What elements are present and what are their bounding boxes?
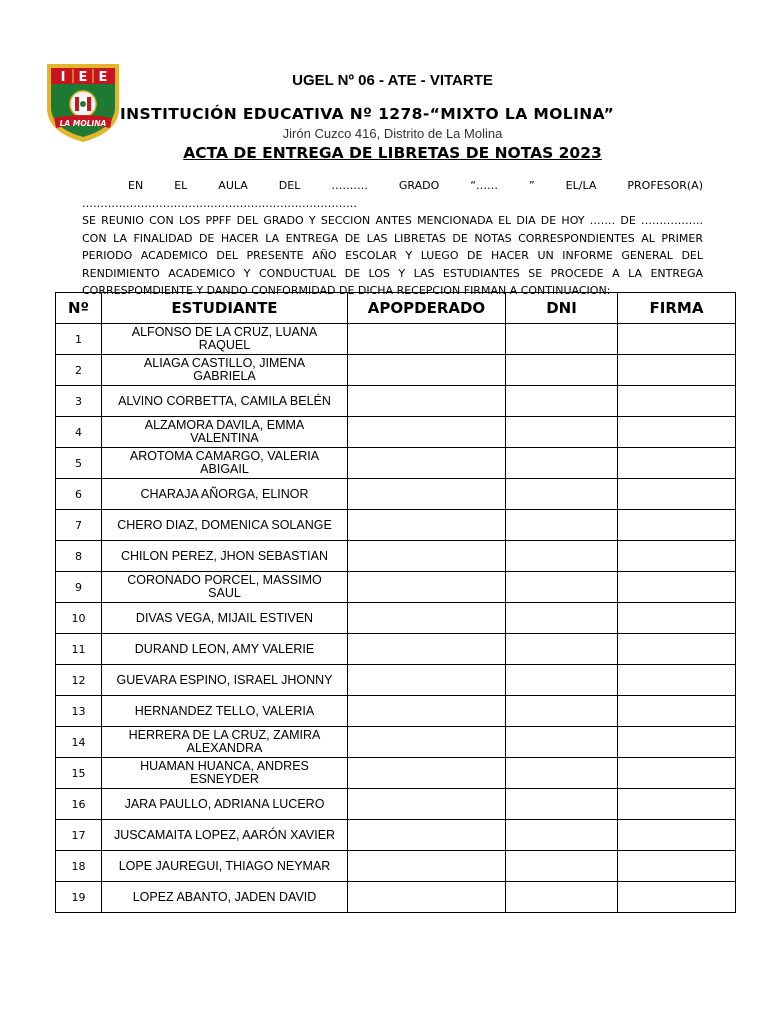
- row-number: 18: [56, 851, 102, 882]
- row-number: 8: [56, 541, 102, 572]
- row-number: 2: [56, 355, 102, 386]
- student-name: [102, 448, 348, 479]
- svg-text:E: E: [78, 70, 88, 85]
- dni-cell[interactable]: [506, 386, 618, 417]
- svg-text:LA MOLINA: LA MOLINA: [59, 119, 107, 128]
- header-student: ESTUDIANTE: [102, 293, 348, 324]
- header-guardian: APOPDERADO: [348, 293, 506, 324]
- student-name: [102, 603, 348, 634]
- student-name-line: CHILON PEREZ, JHON SEBASTIAN: [121, 548, 328, 563]
- dni-cell[interactable]: [506, 572, 618, 603]
- row-number: 7: [56, 510, 102, 541]
- student-name: [102, 727, 348, 758]
- paragraph-line: EN EL AULA DEL ………. GRADO “…… ” EL/LA PROFESOR(A) …………………………………………………………………: [82, 179, 703, 210]
- student-name: [102, 851, 348, 882]
- signature-cell[interactable]: [618, 572, 736, 603]
- row-number: 19: [56, 882, 102, 913]
- student-name-line: ALVINO CORBETTA, CAMILA BELÉN: [118, 393, 331, 408]
- dni-cell[interactable]: [506, 665, 618, 696]
- header-signature: FIRMA: [618, 293, 736, 324]
- student-name: [102, 324, 348, 355]
- student-name: [102, 634, 348, 665]
- student-name-line: LOPEZ ABANTO, JADEN DAVID: [132, 889, 317, 904]
- table-row: [56, 324, 736, 355]
- paragraph-line: SE REUNIO CON LOS PPFF DEL GRADO Y SECCION ANTES MENCIONADA EL DIA DE HOY ……. DE ……………..: [82, 214, 703, 227]
- table-row: [56, 882, 736, 913]
- dni-cell[interactable]: [506, 758, 618, 789]
- student-name-line: DIVAS VEGA, MIJAIL ESTIVEN: [135, 610, 314, 625]
- guardian-cell[interactable]: [348, 696, 506, 727]
- guardian-cell[interactable]: [348, 665, 506, 696]
- dni-cell[interactable]: [506, 696, 618, 727]
- guardian-cell[interactable]: [348, 448, 506, 479]
- row-number: 14: [56, 727, 102, 758]
- row-number: 6: [56, 479, 102, 510]
- paragraph-line: RENDIMIENTO ACADEMICO Y CONDUCTUAL DE LOS Y LAS ESTUDIANTES SE PROCEDE A LA ENTREGA: [82, 266, 703, 280]
- student-name: [102, 572, 348, 603]
- signature-cell[interactable]: [618, 882, 736, 913]
- guardian-cell[interactable]: [348, 758, 506, 789]
- student-name: [102, 820, 348, 851]
- row-number: 12: [56, 665, 102, 696]
- guardian-cell[interactable]: [348, 789, 506, 820]
- signature-cell[interactable]: [618, 758, 736, 789]
- signature-cell[interactable]: [618, 603, 736, 634]
- signature-cell[interactable]: [618, 665, 736, 696]
- signature-cell[interactable]: [618, 479, 736, 510]
- dni-cell[interactable]: [506, 851, 618, 882]
- institution-name: INSTITUCIÓN EDUCATIVA Nº 1278-“MIXTO LA MOLINA”: [120, 105, 615, 123]
- paragraph-line: CORRESPOMDIENTE Y DANDO CONFORMIDAD DE DICHA RECEPCION FIRMAN A CONTINUACION:: [82, 284, 611, 297]
- student-name-line: LOPE JAUREGUI, THIAGO NEYMAR: [118, 858, 331, 873]
- dni-cell[interactable]: [506, 789, 618, 820]
- table-row: [56, 417, 736, 448]
- guardian-cell[interactable]: [348, 541, 506, 572]
- student-name-line: ABIGAIL: [200, 462, 249, 476]
- header-dni: DNI: [506, 293, 618, 324]
- dni-cell[interactable]: [506, 727, 618, 758]
- dni-cell[interactable]: [506, 355, 618, 386]
- row-number: 4: [56, 417, 102, 448]
- document-title: ACTA DE ENTREGA DE LIBRETAS DE NOTAS 2023: [183, 144, 602, 162]
- svg-text:E: E: [98, 70, 108, 85]
- row-number: 10: [56, 603, 102, 634]
- table-row: [56, 541, 736, 572]
- student-name-line: JARA PAULLO, ADRIANA LUCERO: [124, 796, 325, 811]
- guardian-cell[interactable]: [348, 727, 506, 758]
- dni-cell[interactable]: [506, 417, 618, 448]
- student-name-line: HERNANDEZ TELLO, VALERIA: [134, 703, 315, 718]
- signature-cell[interactable]: [618, 355, 736, 386]
- intro-paragraph: [82, 177, 703, 300]
- signature-cell[interactable]: [618, 510, 736, 541]
- signature-cell[interactable]: [618, 417, 736, 448]
- row-number: 1: [56, 324, 102, 355]
- student-name-line: HERRERA DE LA CRUZ, ZAMIRA: [128, 728, 321, 742]
- student-name: [102, 758, 348, 789]
- student-name-line: ESNEYDER: [190, 772, 259, 786]
- dni-cell[interactable]: [506, 448, 618, 479]
- row-number: 13: [56, 696, 102, 727]
- signature-cell[interactable]: [618, 386, 736, 417]
- table-row: [56, 355, 736, 386]
- table-row: [56, 820, 736, 851]
- row-number: 5: [56, 448, 102, 479]
- dni-cell[interactable]: [506, 882, 618, 913]
- table-row: [56, 386, 736, 417]
- student-name-line: CHERO DIAZ, DOMENICA SOLANGE: [117, 517, 332, 532]
- student-name-line: HUAMAN HUANCA, ANDRES: [140, 759, 309, 773]
- header-number: Nº: [56, 293, 102, 324]
- table-row: [56, 789, 736, 820]
- student-name-line: CORONADO PORCEL, MASSIMO: [127, 573, 322, 587]
- signature-cell[interactable]: [618, 448, 736, 479]
- guardian-cell[interactable]: [348, 603, 506, 634]
- student-name-line: VALENTINA: [190, 431, 259, 445]
- table-row: [56, 603, 736, 634]
- table-row: [56, 572, 736, 603]
- row-number: 15: [56, 758, 102, 789]
- dni-cell[interactable]: [506, 479, 618, 510]
- row-number: 17: [56, 820, 102, 851]
- signature-cell[interactable]: [618, 789, 736, 820]
- student-name: [102, 882, 348, 913]
- signature-cell[interactable]: [618, 634, 736, 665]
- dni-cell[interactable]: [506, 603, 618, 634]
- signature-cell[interactable]: [618, 727, 736, 758]
- table-row: [56, 448, 736, 479]
- guardian-cell[interactable]: [348, 634, 506, 665]
- ugel-heading: UGEL Nº 06 - ATE - VITARTE: [292, 72, 493, 89]
- student-name: [102, 417, 348, 448]
- row-number: 9: [56, 572, 102, 603]
- school-address: Jirón Cuzco 416, Distrito de La Molina: [282, 126, 503, 141]
- student-name-line: RAQUEL: [198, 338, 251, 352]
- guardian-cell[interactable]: [348, 851, 506, 882]
- table-row: [56, 758, 736, 789]
- table-row: [56, 634, 736, 665]
- delivery-table: [55, 292, 736, 913]
- student-name: [102, 696, 348, 727]
- student-name-line: DURAND LEON, AMY VALERIE: [134, 641, 315, 656]
- student-name-line: ALZAMORA DAVILA, EMMA: [144, 418, 305, 432]
- table-row: [56, 665, 736, 696]
- row-number: 3: [56, 386, 102, 417]
- student-name-line: ALIAGA CASTILLO, JIMENA: [143, 356, 306, 370]
- student-name: [102, 541, 348, 572]
- table-body: [56, 324, 736, 913]
- guardian-cell[interactable]: [348, 510, 506, 541]
- student-name: [102, 665, 348, 696]
- dni-cell[interactable]: [506, 510, 618, 541]
- student-name: [102, 479, 348, 510]
- student-name-line: ALFONSO DE LA CRUZ, LUANA: [131, 325, 318, 339]
- table-row: [56, 696, 736, 727]
- guardian-cell[interactable]: [348, 324, 506, 355]
- guardian-cell[interactable]: [348, 479, 506, 510]
- signature-cell[interactable]: [618, 696, 736, 727]
- student-name-line: SAUL: [208, 586, 241, 600]
- guardian-cell[interactable]: [348, 882, 506, 913]
- student-name-line: GABRIELA: [193, 369, 256, 383]
- table-row: [56, 851, 736, 882]
- signature-cell[interactable]: [618, 851, 736, 882]
- student-name-line: AROTOMA CAMARGO, VALERIA: [129, 449, 320, 463]
- signature-cell[interactable]: [618, 541, 736, 572]
- guardian-cell[interactable]: [348, 417, 506, 448]
- student-name: [102, 789, 348, 820]
- row-number: 16: [56, 789, 102, 820]
- student-name: [102, 510, 348, 541]
- table-header-row: [56, 293, 736, 324]
- signature-cell[interactable]: [618, 324, 736, 355]
- student-name-line: GUEVARA ESPINO, ISRAEL JHONNY: [116, 672, 333, 687]
- student-name-line: CHARAJA AÑORGA, ELINOR: [140, 486, 309, 501]
- dni-cell[interactable]: [506, 634, 618, 665]
- guardian-cell[interactable]: [348, 355, 506, 386]
- student-name: [102, 355, 348, 386]
- guardian-cell[interactable]: [348, 386, 506, 417]
- table-row: [56, 510, 736, 541]
- paragraph-line: CON LA FINALIDAD DE HACER LA ENTREGA DE LAS LIBRETAS DE NOTAS CORRESPONDIENTES AL PRIMER: [82, 231, 703, 245]
- signature-cell[interactable]: [618, 820, 736, 851]
- paragraph-line: PERIODO ACADEMICO DEL PRESENTE AÑO ESCOLAR Y LUEGO DE HACER UN INFORME GENERAL DEL: [82, 249, 703, 262]
- dni-cell[interactable]: [506, 820, 618, 851]
- student-name-line: JUSCAMAITA LOPEZ, AARÓN XAVIER: [113, 827, 336, 842]
- table-row: [56, 727, 736, 758]
- table-row: [56, 479, 736, 510]
- row-number: 11: [56, 634, 102, 665]
- student-name-line: ALEXANDRA: [186, 741, 263, 755]
- dni-cell[interactable]: [506, 324, 618, 355]
- svg-text:I: I: [60, 70, 66, 85]
- guardian-cell[interactable]: [348, 572, 506, 603]
- dni-cell[interactable]: [506, 541, 618, 572]
- guardian-cell[interactable]: [348, 820, 506, 851]
- student-name: [102, 386, 348, 417]
